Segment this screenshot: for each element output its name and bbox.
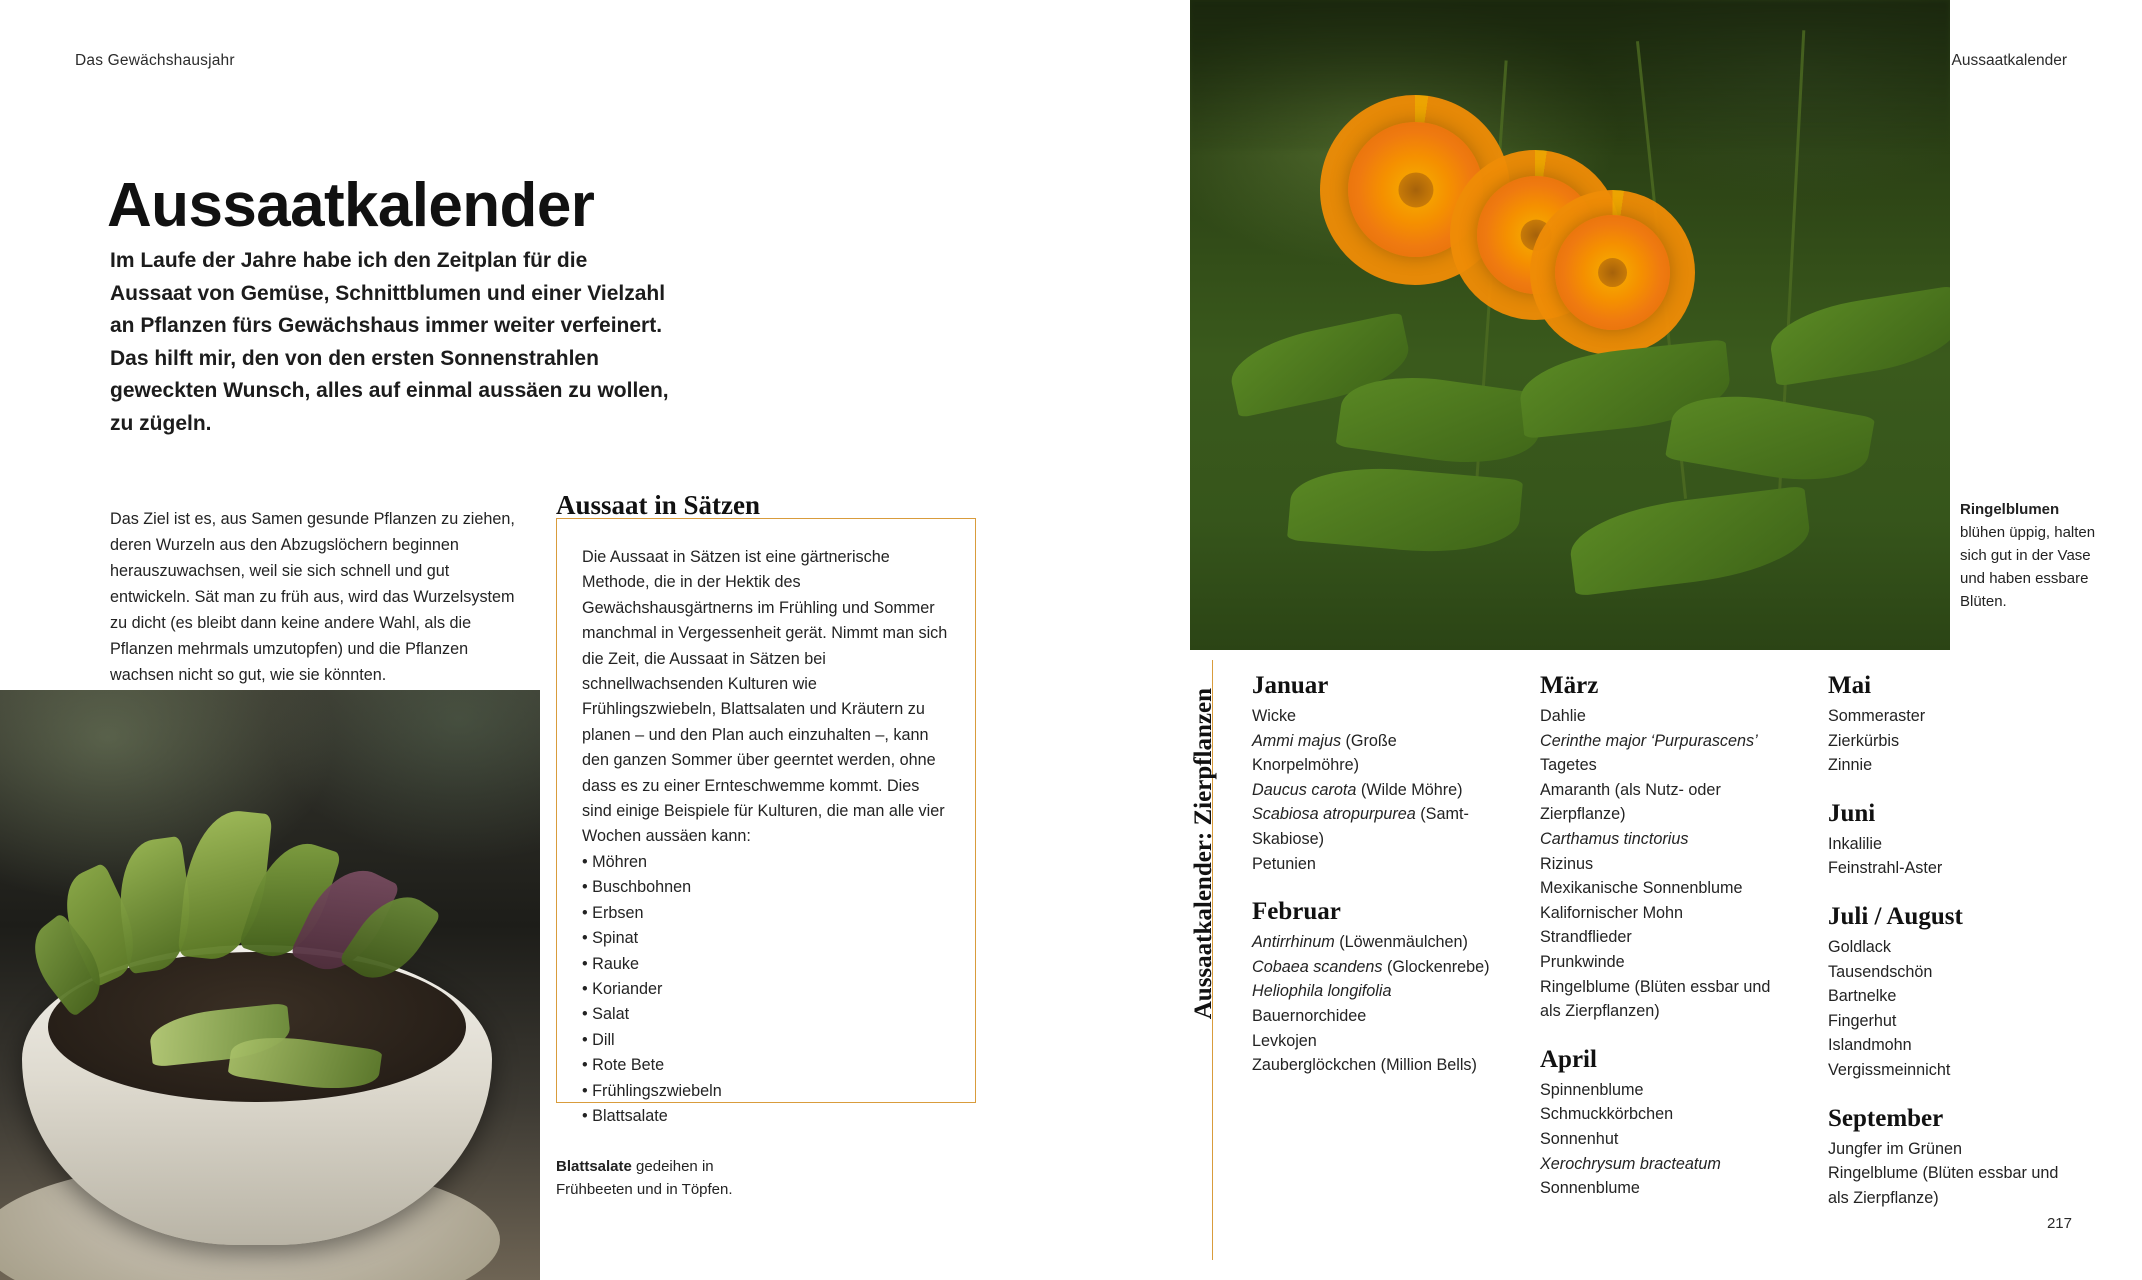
plant-list-item: Islandmohn [1828, 1036, 1912, 1055]
plant-list-item: Zierkürbis [1828, 731, 1900, 750]
plant-list-item: Schmuckkörbchen [1540, 1105, 1674, 1124]
photo-caption-right [1960, 498, 2100, 613]
plant-list-item: Dahlie [1540, 707, 1586, 725]
plant-list-item: Spinnenblume [1540, 1080, 1644, 1099]
sidebar-crop-item: • Buschbohnen [582, 875, 950, 900]
sidebar-heading: Aussaat in Sätzen [556, 490, 761, 520]
plant-list-item: Levkojen [1252, 1031, 1317, 1050]
plant-list-item: Zinnie [1828, 756, 1873, 775]
caption-rest-left: gedeihen in Frühbeeten und in Töpfen. [556, 1158, 733, 1198]
plant-list [1252, 930, 1502, 1078]
running-head-right: Aussaatkalender [1951, 52, 2067, 69]
marigold-flower [1555, 215, 1670, 330]
plant-list-item: Vergissmeinnicht [1828, 1060, 1951, 1079]
plant-list [1828, 704, 2078, 778]
plant-list-item: Bartnelke [1828, 987, 1897, 1006]
plant-list-item: Ringelblume (Blüten essbar und als Zierpflanze) [1828, 1164, 2059, 1207]
plant-list-item: Wicke [1252, 707, 1297, 725]
photo-caption-left [556, 1155, 786, 1201]
sidebar-crop-item: • Frühlingszwiebeln [582, 1079, 950, 1104]
plant-list-item: Mexikanische Sonnenblume [1540, 879, 1743, 898]
plant-list-item: Sommeraster [1828, 707, 1926, 725]
plant-list-item: Fingerhut [1828, 1011, 1897, 1030]
plant-list-item: Ringelblume (Blüten essbar und als Zierpflanzen) [1540, 977, 1771, 1021]
month-heading: Juni [1828, 799, 1876, 827]
plant-list [1540, 704, 1790, 1024]
month-heading: Januar [1252, 672, 1329, 699]
plant-list-item: Zauberglöckchen (Million Bells) [1252, 1056, 1477, 1075]
month-block [1828, 1105, 2078, 1211]
sidebar-crop-list [582, 850, 950, 1129]
intro-paragraph: Im Laufe der Jahre habe ich den Zeitplan für die Aussaat von Gemüse, Schnittblumen und einer Vielzahl an Pflanzen fürs Gewächshaus immer weiter verfeinert. Das hilft mir, den von den ersten Sonnenstrahlen geweckten Wunsch, alles auf einmal aussäen zu wollen, zu zügeln. [110, 249, 669, 435]
plant-list-item: Xerochrysum bracteatum [1540, 1154, 1721, 1173]
sidebar-paragraph: Die Aussaat in Sätzen ist eine gärtnerische Methode, die in der Hektik des Gewächshausgärtnerns im Frühling und Sommer manchmal in Vergessenheit gerät. Nimmt man sich die Zeit, die Aussaat in Sätzen bei schnellwachsenden Kulturen wie Frühlingszwiebeln, Blattsalaten und Kräutern zu planen – und den Plan auch einzuhalten –, kann den ganzen Sommer über geerntet werden, ohne dass es zu einer Ernteschwemme kommt. Dies sind einige Beispiele für Kulturen, die man alle vier Wochen aussäen kann: [582, 548, 948, 846]
month-block [1828, 672, 2078, 778]
running-head-left: Das Gewächshausjahr [75, 52, 235, 69]
month-heading: September [1828, 1104, 1944, 1132]
caption-lead-left: Blattsalate [556, 1158, 632, 1175]
month-heading: Februar [1252, 898, 1341, 926]
photo-marigolds [1190, 0, 1950, 650]
photo-blurred-background [1190, 0, 1950, 150]
plant-list [1828, 1137, 2078, 1211]
plant-list-item: Daucus carota (Wilde Möhre) [1252, 780, 1463, 799]
calendar-column [1828, 672, 2078, 1232]
page-title: Aussaatkalender [107, 170, 595, 240]
plant-list-item: Sonnenblume [1540, 1179, 1640, 1198]
plant-list-item: Tagetes [1540, 756, 1597, 775]
section-side-title: Aussaatkalender: Zierpflanzen [1190, 688, 1217, 1020]
plant-list [1540, 1078, 1790, 1201]
caption-rest-right: blühen üppig, halten sich gut in der Vase und haben essbare Blüten. [1960, 524, 2096, 610]
caption-lead-right: Ringelblumen [1960, 501, 2060, 518]
month-heading: Mai [1828, 672, 1872, 699]
sidebar-crop-item: • Koriander [582, 977, 950, 1002]
plant-list-item: Carthamus tinctorius [1540, 829, 1689, 848]
sidebar-crop-item: • Rauke [582, 952, 950, 977]
plant-list-item: Antirrhinum (Löwenmäulchen) [1252, 933, 1468, 952]
plant-list-item: Bauernorchidee [1252, 1006, 1367, 1025]
month-block [1828, 800, 2078, 881]
sidebar-crop-item: • Dill [582, 1028, 950, 1053]
plant-list-item: Cerinthe major ‘Purpurascens’ [1540, 731, 1758, 750]
photo-salad-bowl [0, 690, 540, 1280]
calendar-columns [1252, 672, 2082, 1232]
month-heading: April [1540, 1045, 1597, 1073]
month-block [1828, 903, 2078, 1083]
plant-list-item: Petunien [1252, 854, 1316, 873]
plant-list-item: Kalifornischer Mohn [1540, 903, 1684, 922]
month-block [1540, 672, 1790, 1024]
left-body-paragraph: Das Ziel ist es, aus Samen gesunde Pflanzen zu ziehen, deren Wurzeln aus den Abzugslöchern beginnen herauszuwachsen, weil sie sich schnell und gut entwickeln. Sät man zu früh aus, wird das Wurzelsystem zu dicht (es bleibt dann keine andere Wahl, als die Pflanzen mehrmals umzutopfen) und die Pflanzen wachsen nicht so gut, wie sie könnten. [110, 510, 515, 684]
plant-list-item: Heliophila longifolia [1252, 982, 1392, 1001]
plant-list-item: Prunkwinde [1540, 952, 1625, 971]
plant-list-item: Goldlack [1828, 937, 1891, 956]
plant-list-item: Cobaea scandens (Glockenrebe) [1252, 957, 1490, 976]
sidebar-crop-item: • Spinat [582, 926, 950, 951]
plant-list-item: Ammi majus (Große Knorpelmöhre) [1252, 731, 1397, 775]
plant-list-item: Sonnenhut [1540, 1129, 1619, 1148]
calendar-column [1540, 672, 1790, 1232]
plant-list-item: Jungfer im Grünen [1828, 1139, 1963, 1158]
plant-list-item: Inkalilie [1828, 834, 1882, 853]
sidebar-crop-item: • Möhren [582, 850, 950, 875]
month-block [1252, 672, 1502, 876]
sidebar-crop-item: • Rote Bete [582, 1053, 950, 1078]
plant-list [1828, 832, 2078, 881]
month-heading: März [1540, 672, 1599, 699]
sidebar-crop-item: • Salat [582, 1002, 950, 1027]
calendar-column [1252, 672, 1502, 1232]
plant-list-item: Scabiosa atropurpurea (Samt-Skabiose) [1252, 805, 1469, 848]
plant-list-item: Tausendschön [1828, 962, 1933, 981]
month-block [1252, 898, 1502, 1078]
plant-list-item: Strandflieder [1540, 928, 1632, 947]
page-number: 217 [2046, 1215, 2072, 1232]
month-heading: Juli / August [1828, 902, 1963, 930]
plant-list-item: Rizinus [1540, 854, 1594, 873]
sidebar-content [582, 545, 950, 1129]
sidebar-crop-item: • Erbsen [582, 901, 950, 926]
month-block [1540, 1046, 1790, 1201]
sidebar-crop-item: • Blattsalate [582, 1104, 950, 1129]
plant-list-item: Feinstrahl-Aster [1828, 859, 1943, 878]
plant-list-item: Amaranth (als Nutz- oder Zierpflanze) [1540, 780, 1721, 824]
plant-list [1252, 704, 1502, 876]
plant-list [1828, 935, 2078, 1083]
